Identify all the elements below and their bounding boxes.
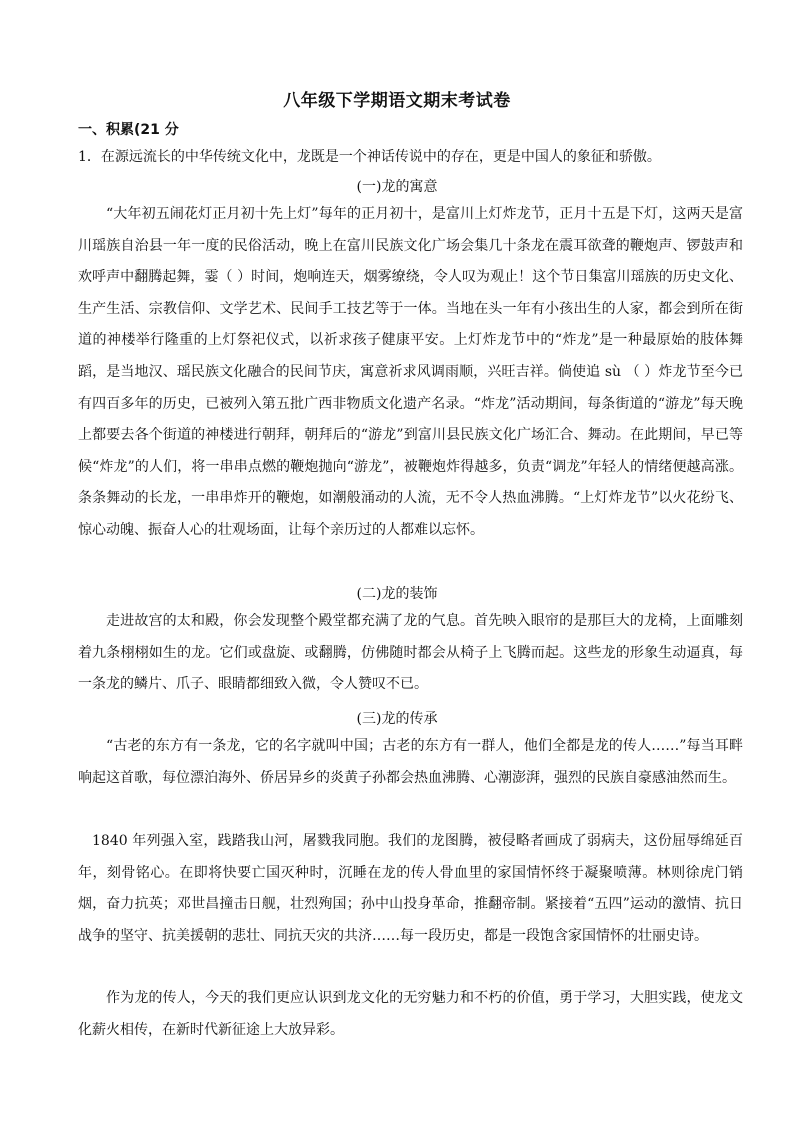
paragraph-palace: 走进故宫的太和殿，你会发现整个殿堂都充满了龙的气息。首先映入眼帘的是那巨大的龙椅，上面雕刻着九条栩栩如生的龙。它们或盘旋、或翻腾，仿佛随时都会从椅子上飞腾而起。这些龙的形象生动逼真，每一条龙的鳞片、爪子、眼睛都细致入微，令人赞叹不已。 [78, 613, 743, 693]
subheading-decoration: (二)龙的装饰 [356, 586, 438, 602]
paragraph-history: 1840 年列强入室，践踏我山河，屠戮我同胞。我们的龙图腾，被侵略者画成了弱病夫，这份屈辱绵延百年，刻骨铭心。在即将快要亡国灭种时，沉睡在龙的传人骨血里的家国情怀终于凝聚喷薄。林则徐虎门销烟，奋力抗英；邓世昌撞击日舰，壮烈殉国；孙中山投身革命，推翻帝制。紧接着“五四”运动的激情、抗日战争的坚守、抗美援朝的悲壮、同抗天灾的共济……每一段历史，都是一段饱含家国情怀的壮丽史诗。 [78, 833, 743, 944]
page-title: 八年级下学期语文期末考试卷 [283, 91, 511, 111]
paragraph-song: “古老的东方有一条龙，它的名字就叫中国；古老的东方有一群人，他们全都是龙的传人……”每当耳畔响起这首歌，每位漂泊海外、侨居异乡的炎黄子孙都会热血沸腾、心潮澎湃，强烈的民族自豪感油然而生。 [78, 738, 743, 786]
subheading-meaning: (一)龙的寓意 [356, 179, 438, 195]
paragraph-conclusion: 作为龙的传人，今天的我们更应认识到龙文化的无穷魅力和不朽的价值，勇于学习，大胆实践，使龙文化薪火相传，在新时代新征途上大放异彩。 [78, 990, 743, 1038]
subheading-inheritance: (三)龙的传承 [356, 711, 438, 727]
paragraph-festival: “大年初五闹花灯正月初十先上灯”每年的正月初十，是富川上灯炸龙节，正月十五是下灯，这两天是富川瑶族自治县一年一度的民俗活动，晚上在富川民族文化广场会集几十条龙在震耳欲聋的鞭炮声、锣鼓声和欢呼声中翻腾起舞，霎（ ）时间，炮响连天，烟雾缭绕，令人叹为观止！这个节日集富川瑶族的历史文化、生产生活、宗教信仰、文学艺术、民间手工技艺等于一体。当地在头一年有小孩出生的人家，都会到所在街道的神楼举行隆重的上灯祭祀仪式，以祈求孩子健康平安。上灯炸龙节中的“炸龙”是一种最原始的肢体舞蹈，是当地汉、瑶民族文化融合的民间节庆，寓意祈求风调雨顺，兴旺吉祥。倘使追 sù （ ）炸龙节至今已有四百多年的历史，已被列入第五批广西非物质文化遗产名录。“炸龙”活动期间，每条街道的“游龙”每天晚上都要去各个街道的神楼进行朝拜，朝拜后的“游龙”到富川县民族文化广场汇合、舞动。在此期间，早已等候“炸龙”的人们，将一串串点燃的鞭炮抛向“游龙”，被鞭炮炸得越多，负责“调龙”年轻人的情绪便越高涨。条条舞动的长龙，一串串炸开的鞭炮，如潮般涌动的人流，无不令人热血沸腾。“上灯炸龙节”以火花纷飞、惊心动魄、振奋人心的壮观场面，让每个亲历过的人都难以忘怀。 [78, 206, 743, 538]
section-heading-accumulation: 一、积累(21 分 [78, 122, 179, 138]
question-1-intro: 1．在源远流长的中华传统文化中，龙既是一个神话传说中的存在，更是中国人的象征和骄傲。 [78, 149, 661, 165]
